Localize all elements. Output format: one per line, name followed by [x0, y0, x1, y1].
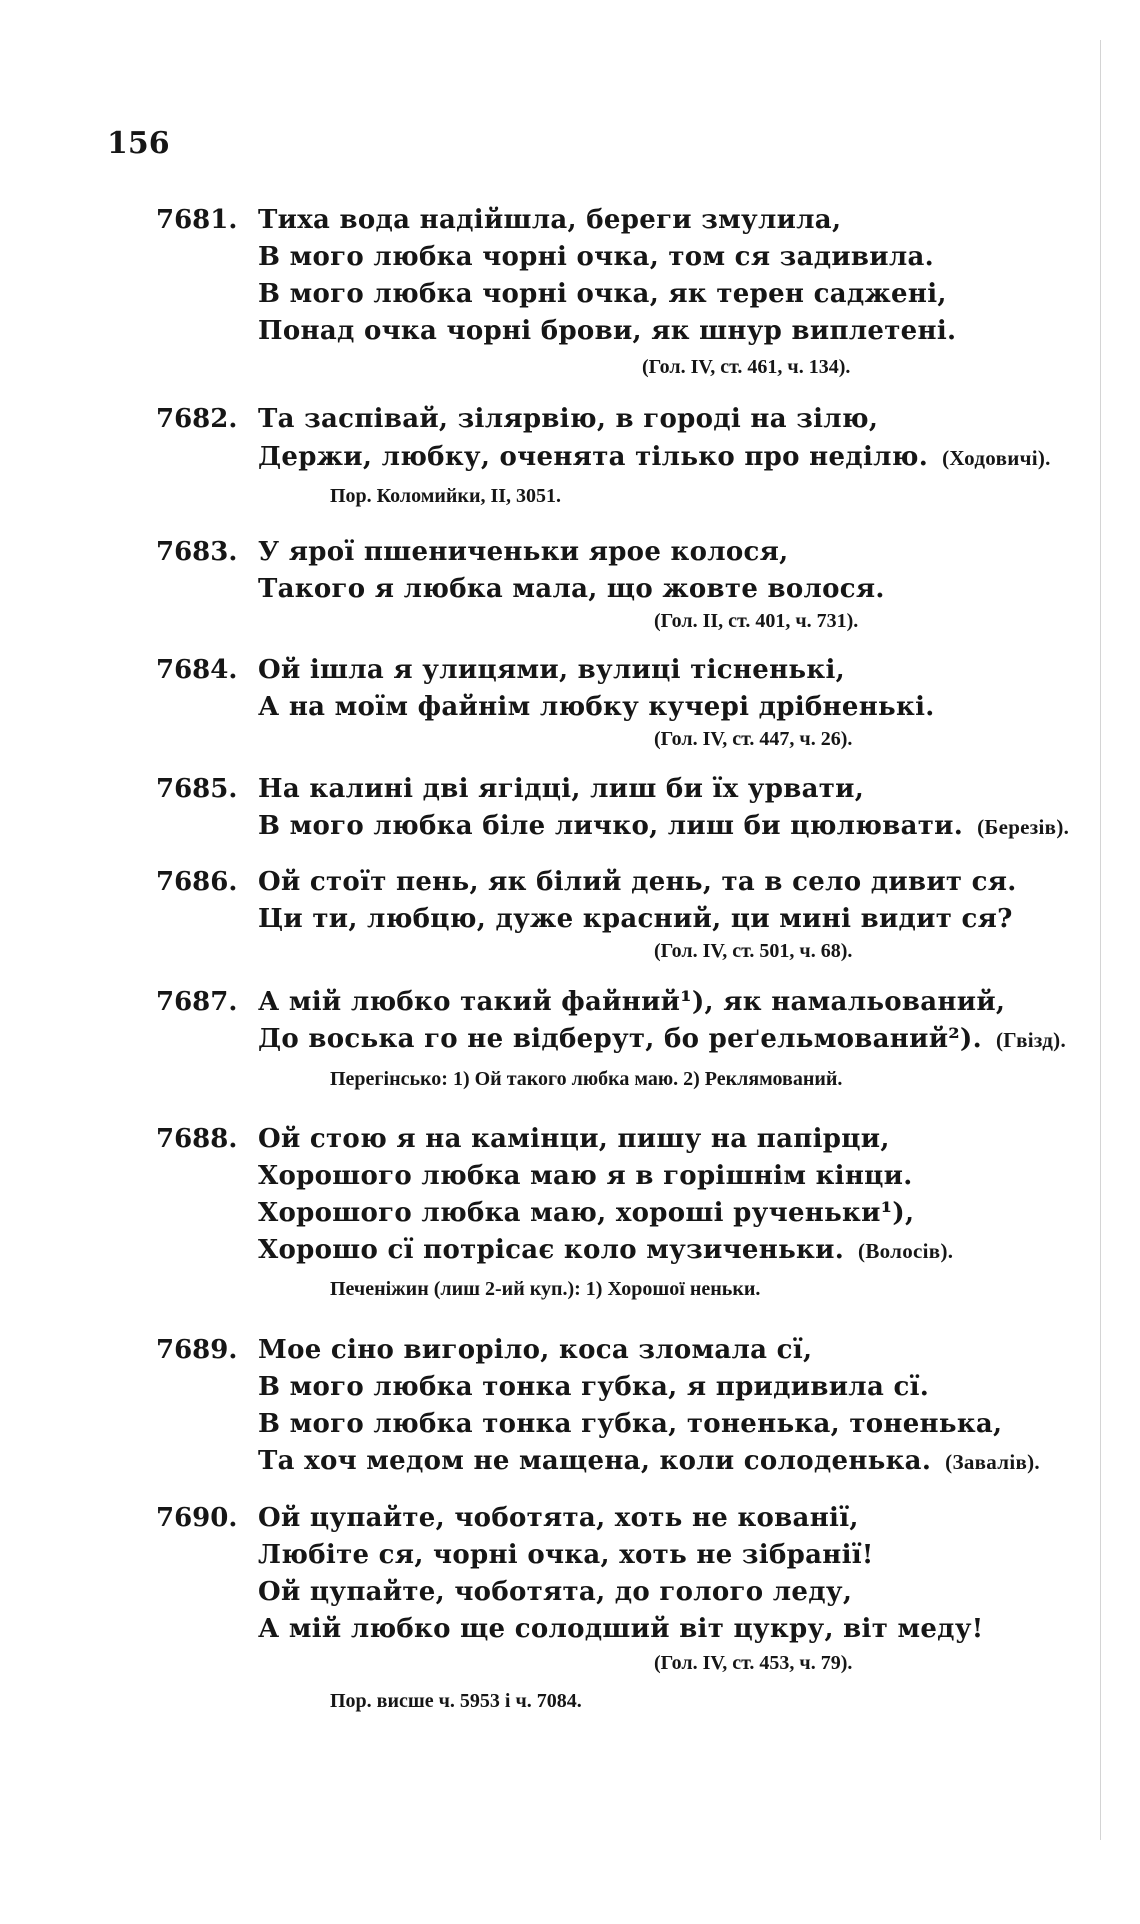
verse-line: [258, 1235, 953, 1265]
entry-number: 7682.: [156, 404, 238, 434]
verse-line: [258, 442, 1051, 472]
verse-line: В мого любка тонка губка, я придивила сї.: [258, 1372, 930, 1402]
source-reference: (Гол. IV, ст. 453, ч. 79).: [654, 1652, 853, 1674]
verse-line: Мое сіно вигоріло, коса зломала сї,: [258, 1335, 813, 1365]
verse-line: А на моїм файнім любку кучері дрібненькі.: [258, 692, 935, 722]
verse-line: В мого любка чорні очка, том ся задивила.: [258, 242, 935, 272]
verse-text: Хорошо сї потрісає коло музиченьки.: [258, 1235, 845, 1265]
verse-line: В мого любка чорні очка, як терен саджені,: [258, 279, 947, 309]
verse-line: Понад очка чорні брови, як шнур виплетені.: [258, 316, 957, 346]
verse-line: А мій любко такий файний¹), як намальований,: [258, 987, 1006, 1017]
entry-number: 7681.: [156, 205, 238, 235]
verse-line: У ярої пшениченьки ярое колося,: [258, 537, 789, 567]
source-reference: (Гол. II, ст. 401, ч. 731).: [654, 610, 859, 632]
source-reference: (Гол. IV, ст. 461, ч. 134).: [642, 356, 851, 378]
verse-line: Та заспівай, зілярвію, в городі на зілю,: [258, 404, 879, 434]
verse-line: Хорошого любка маю я в горішнім кінци.: [258, 1161, 913, 1191]
verse-line: На калині дві ягідці, лиш би їх урвати,: [258, 774, 865, 804]
entry-number: 7685.: [156, 774, 238, 804]
verse-line: Ой цупайте, чоботята, до голого леду,: [258, 1577, 853, 1607]
place-reference: (Завалів).: [945, 1450, 1040, 1474]
entry-number: 7690.: [156, 1503, 238, 1533]
entry-number: 7689.: [156, 1335, 238, 1365]
source-reference: (Гол. IV, ст. 447, ч. 26).: [654, 728, 853, 750]
page-edge-line: [1100, 40, 1101, 1840]
verse-line: [258, 1446, 1040, 1476]
verse-text: Держи, любку, оченята тілько про неділю.: [258, 442, 929, 472]
comparison-note: Пор. висше ч. 5953 і ч. 7084.: [330, 1690, 582, 1712]
verse-line: Ци ти, любцю, дуже красний, ци мині видит ся?: [258, 904, 1013, 934]
entry-number: 7687.: [156, 987, 238, 1017]
variant-note: Печеніжин (лиш 2-ий куп.): 1) Хорошої неньки.: [330, 1278, 761, 1300]
entry-number: 7684.: [156, 655, 238, 685]
verse-line: Ой стоїт пень, як білий день, та в село дивит ся.: [258, 867, 1017, 897]
verse-line: Ой цупайте, чоботята, хоть не кованії,: [258, 1503, 859, 1533]
verse-line: [258, 811, 1069, 841]
place-reference: (Ходовичі).: [942, 446, 1051, 470]
place-reference: (Гвізд).: [995, 1028, 1066, 1052]
variant-note: Перегінсько: 1) Ой такого любка маю. 2) Реклямований.: [330, 1068, 843, 1090]
verse-text: До воська го не відберут, бо реґельмований²).: [258, 1024, 982, 1054]
entry-number: 7686.: [156, 867, 238, 897]
page-number: 156: [107, 126, 170, 161]
place-reference: (Березів).: [977, 815, 1070, 839]
place-reference: (Волосів).: [858, 1239, 954, 1263]
verse-text: В мого любка біле личко, лиш би цюлювати.: [258, 811, 964, 841]
source-reference: (Гол. IV, ст. 501, ч. 68).: [654, 940, 853, 962]
verse-line: А мій любко ще солодший віт цукру, віт меду!: [258, 1614, 984, 1644]
verse-line: Тиха вода надійшла, береги змулила,: [258, 205, 842, 235]
verse-line: Хорошого любка маю, хороші рученьки¹),: [258, 1198, 915, 1228]
verse-text: Та хоч медом не мащена, коли солоденька.: [258, 1446, 932, 1476]
entry-number: 7688.: [156, 1124, 238, 1154]
verse-line: Ой стою я на камінци, пишу на папірци,: [258, 1124, 890, 1154]
verse-line: В мого любка тонка губка, тоненька, тоненька,: [258, 1409, 1003, 1439]
comparison-note: Пор. Коломийки, II, 3051.: [330, 485, 562, 507]
verse-line: [258, 1024, 1066, 1054]
entry-number: 7683.: [156, 537, 238, 567]
verse-line: Любіте ся, чорні очка, хоть не зібранії!: [258, 1540, 874, 1570]
verse-line: Такого я любка мала, що жовте волося.: [258, 574, 885, 604]
verse-line: Ой ішла я улицями, вулиці тісненькі,: [258, 655, 845, 685]
